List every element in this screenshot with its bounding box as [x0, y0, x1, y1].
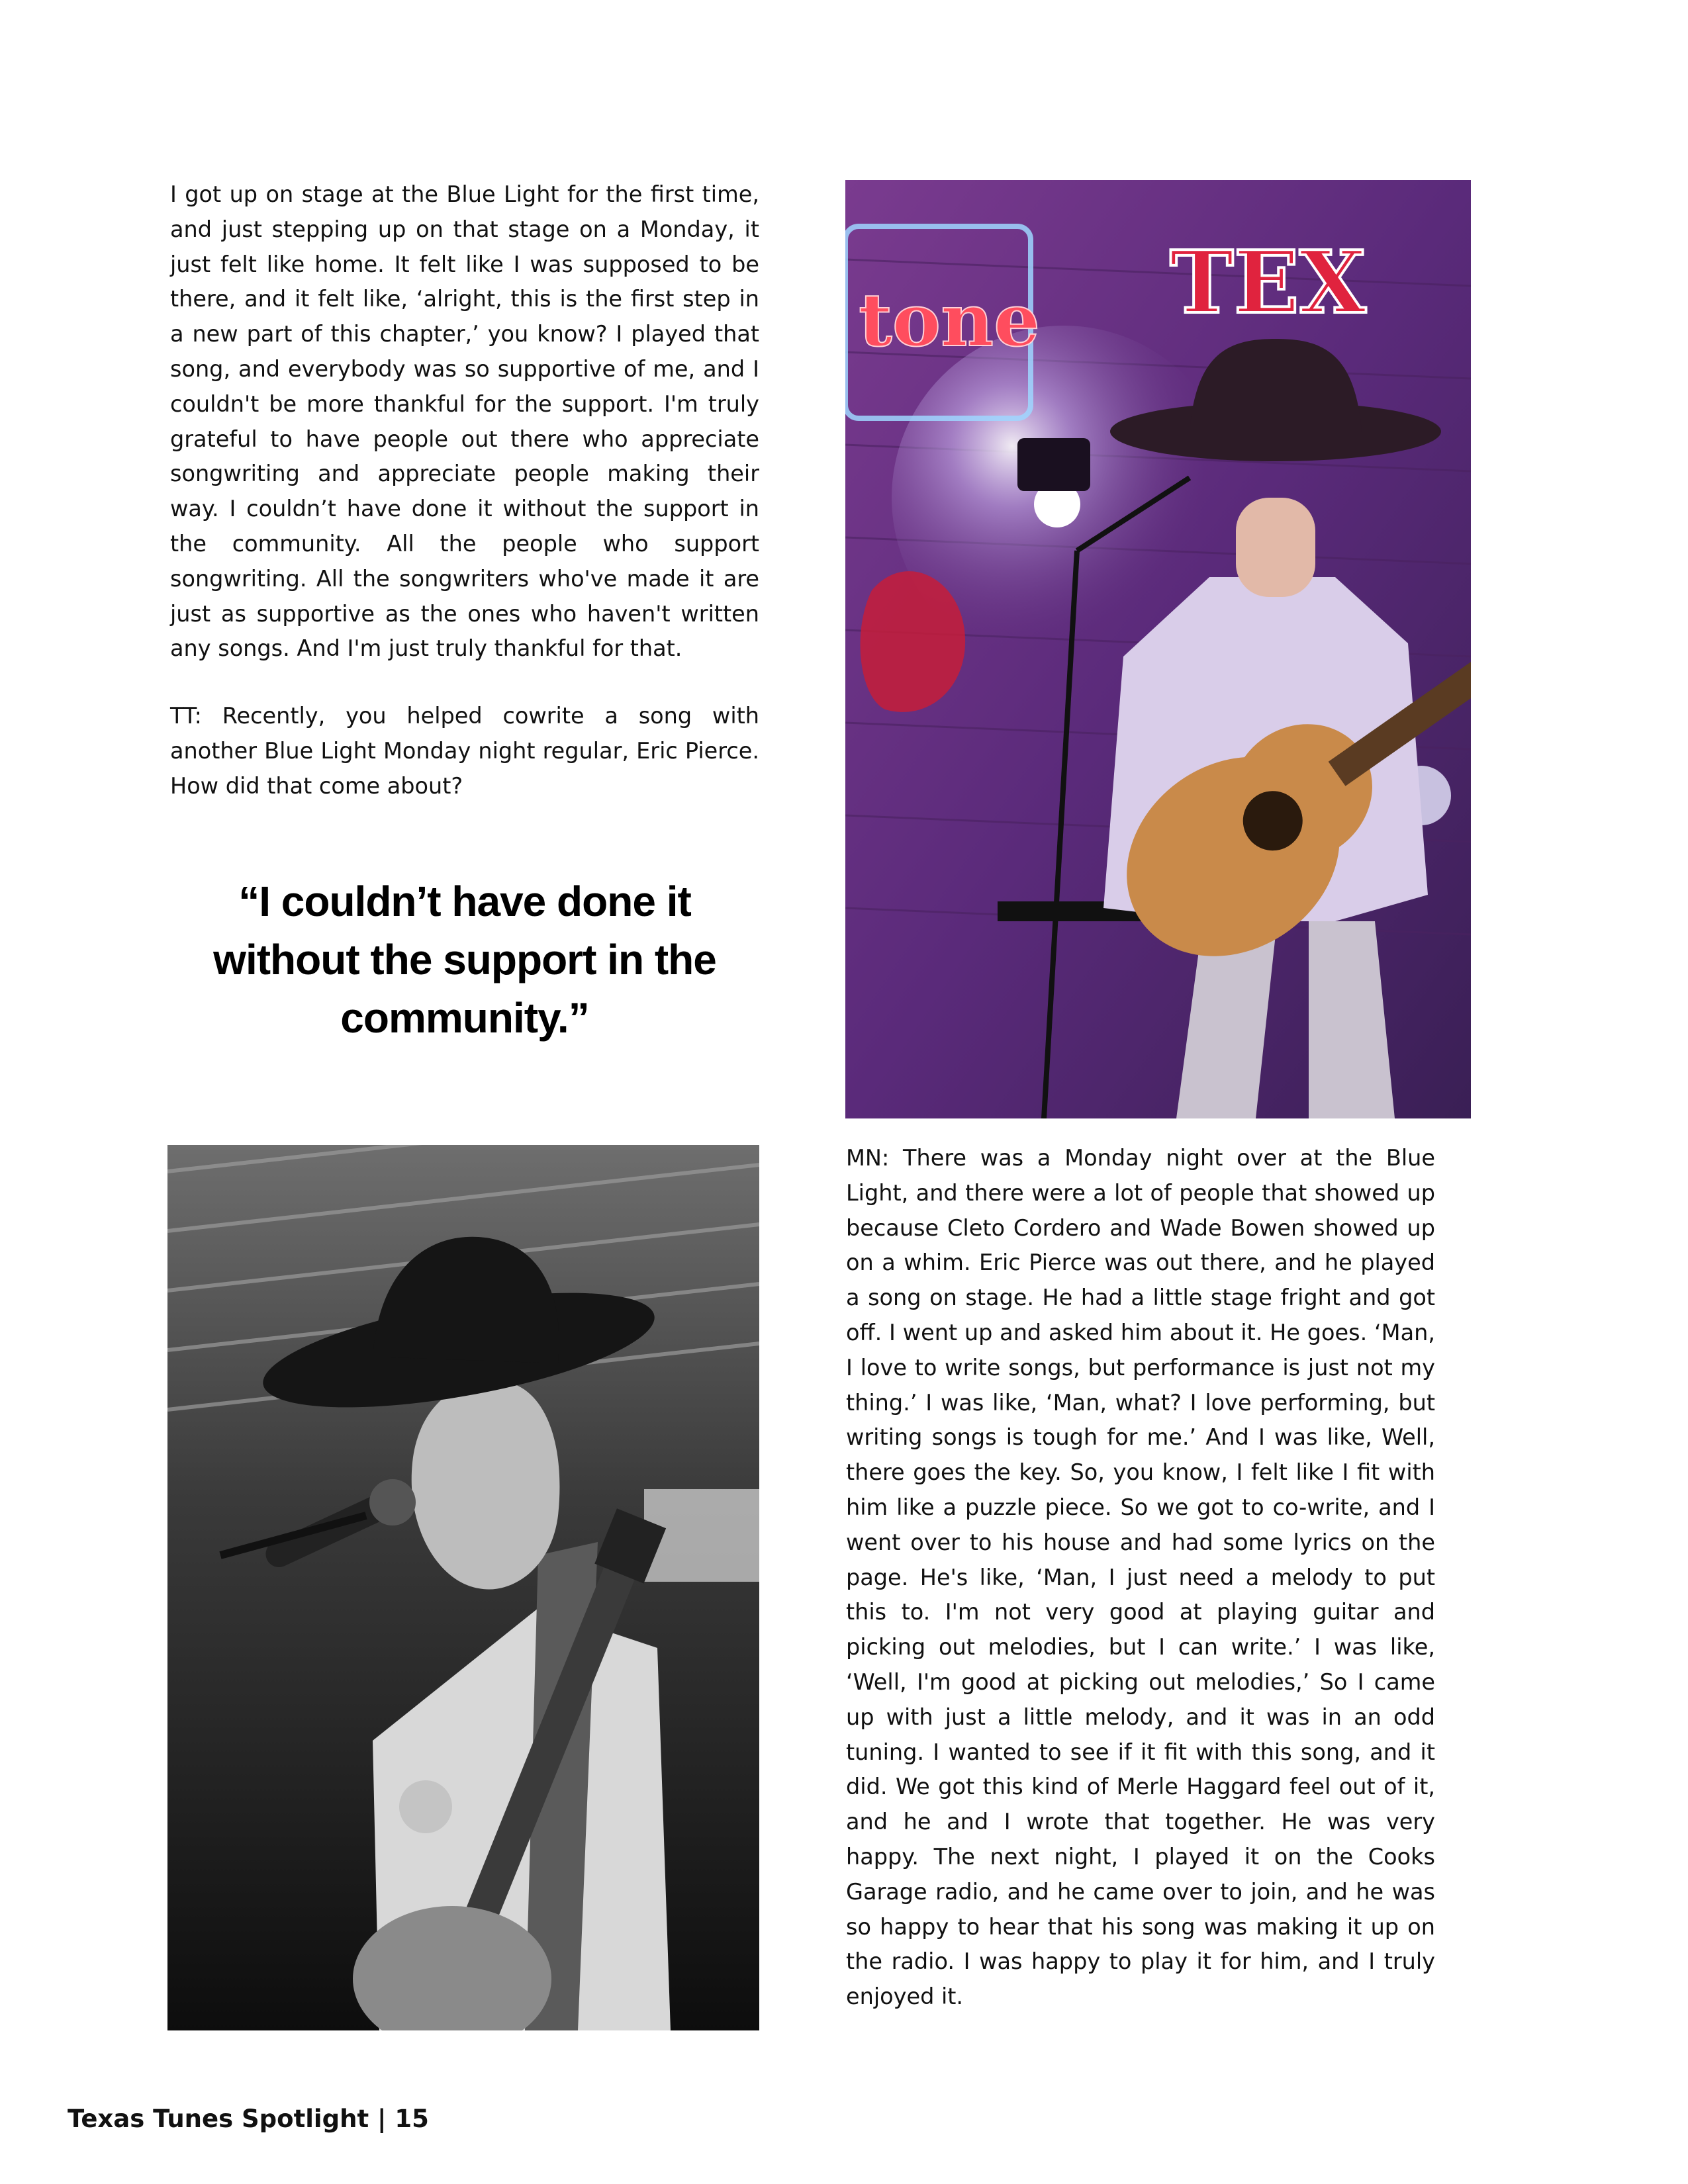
pull-quote: “I couldn’t have done it without the support in the community.”	[213, 878, 716, 1042]
page-footer: Texas Tunes Spotlight | 15	[68, 2105, 429, 2133]
interview-question: TT: Recently, you helped cowrite a song with another Blue Light Monday night regular, Eric Pierce. How did that come about?	[170, 703, 759, 799]
neon-sign-left: tone	[859, 277, 1041, 363]
performer-bw-illustration	[167, 1145, 759, 2030]
performer-stage-illustration	[845, 180, 1471, 1118]
intro-paragraph: I got up on stage at the Blue Light for the first time, and just stepping up on that stage on a Monday, it just felt like home. It felt like I was supposed to be there, and it felt like, ‘alright, this is the first step in a new part of this chapter,’ you know? I played that song, and everybody was so supportive of me, and I couldn't be more thankful for the support. I'm truly grateful to have people out there who appreciate songwriting and appreciate people making their way. I couldn’t have done it without the support in the community. All the people who support songwriting. All the songwriters who've made it are just as supportive as the ones who haven't written any songs. And I'm just truly thankful for that.	[170, 181, 759, 662]
interview-answer: MN: There was a Monday night over at the Blue Light, and there were a lot of people that showed up because Cleto Cordero and Wade Bowen showed up on a whim. Eric Pierce was out there, and he played a song on stage. He had a little stage fright and got off. I went up and asked him about it. He goes. ‘Man, I love to write songs, but performance is just not my thing.’ I was like, ‘Man, what? I love performing, but writing songs is tough for me.’ And I was like, Well, there goes the key. So, you know, I felt like I fit with him like a puzzle piece. So we got to co-write, and I went over to his house and had some lyrics on the page. He's like, ‘Man, I just need a melody to put this to. I'm not very good at playing guitar and picking out melodies, but I can write.’ I was like, ‘Well, I'm good at picking out melodies,’ So I came up with just a little melody, and it was in an odd tuning. I wanted to see if it fit with this song, and it did. We got this kind of Merle Haggard feel out of it, and he and I wrote that together. He was very happy. The next night, I played it on the Cooks Garage radio, and he came over to join, and he was so happy to hear that his song was making it up on the radio. I was happy to play it for him, and I truly enjoyed it.	[846, 1145, 1435, 2010]
performer-bw-photo	[167, 1145, 759, 2030]
neon-sign-right: TEX	[1170, 232, 1366, 333]
performer-stage-photo	[845, 180, 1471, 1118]
